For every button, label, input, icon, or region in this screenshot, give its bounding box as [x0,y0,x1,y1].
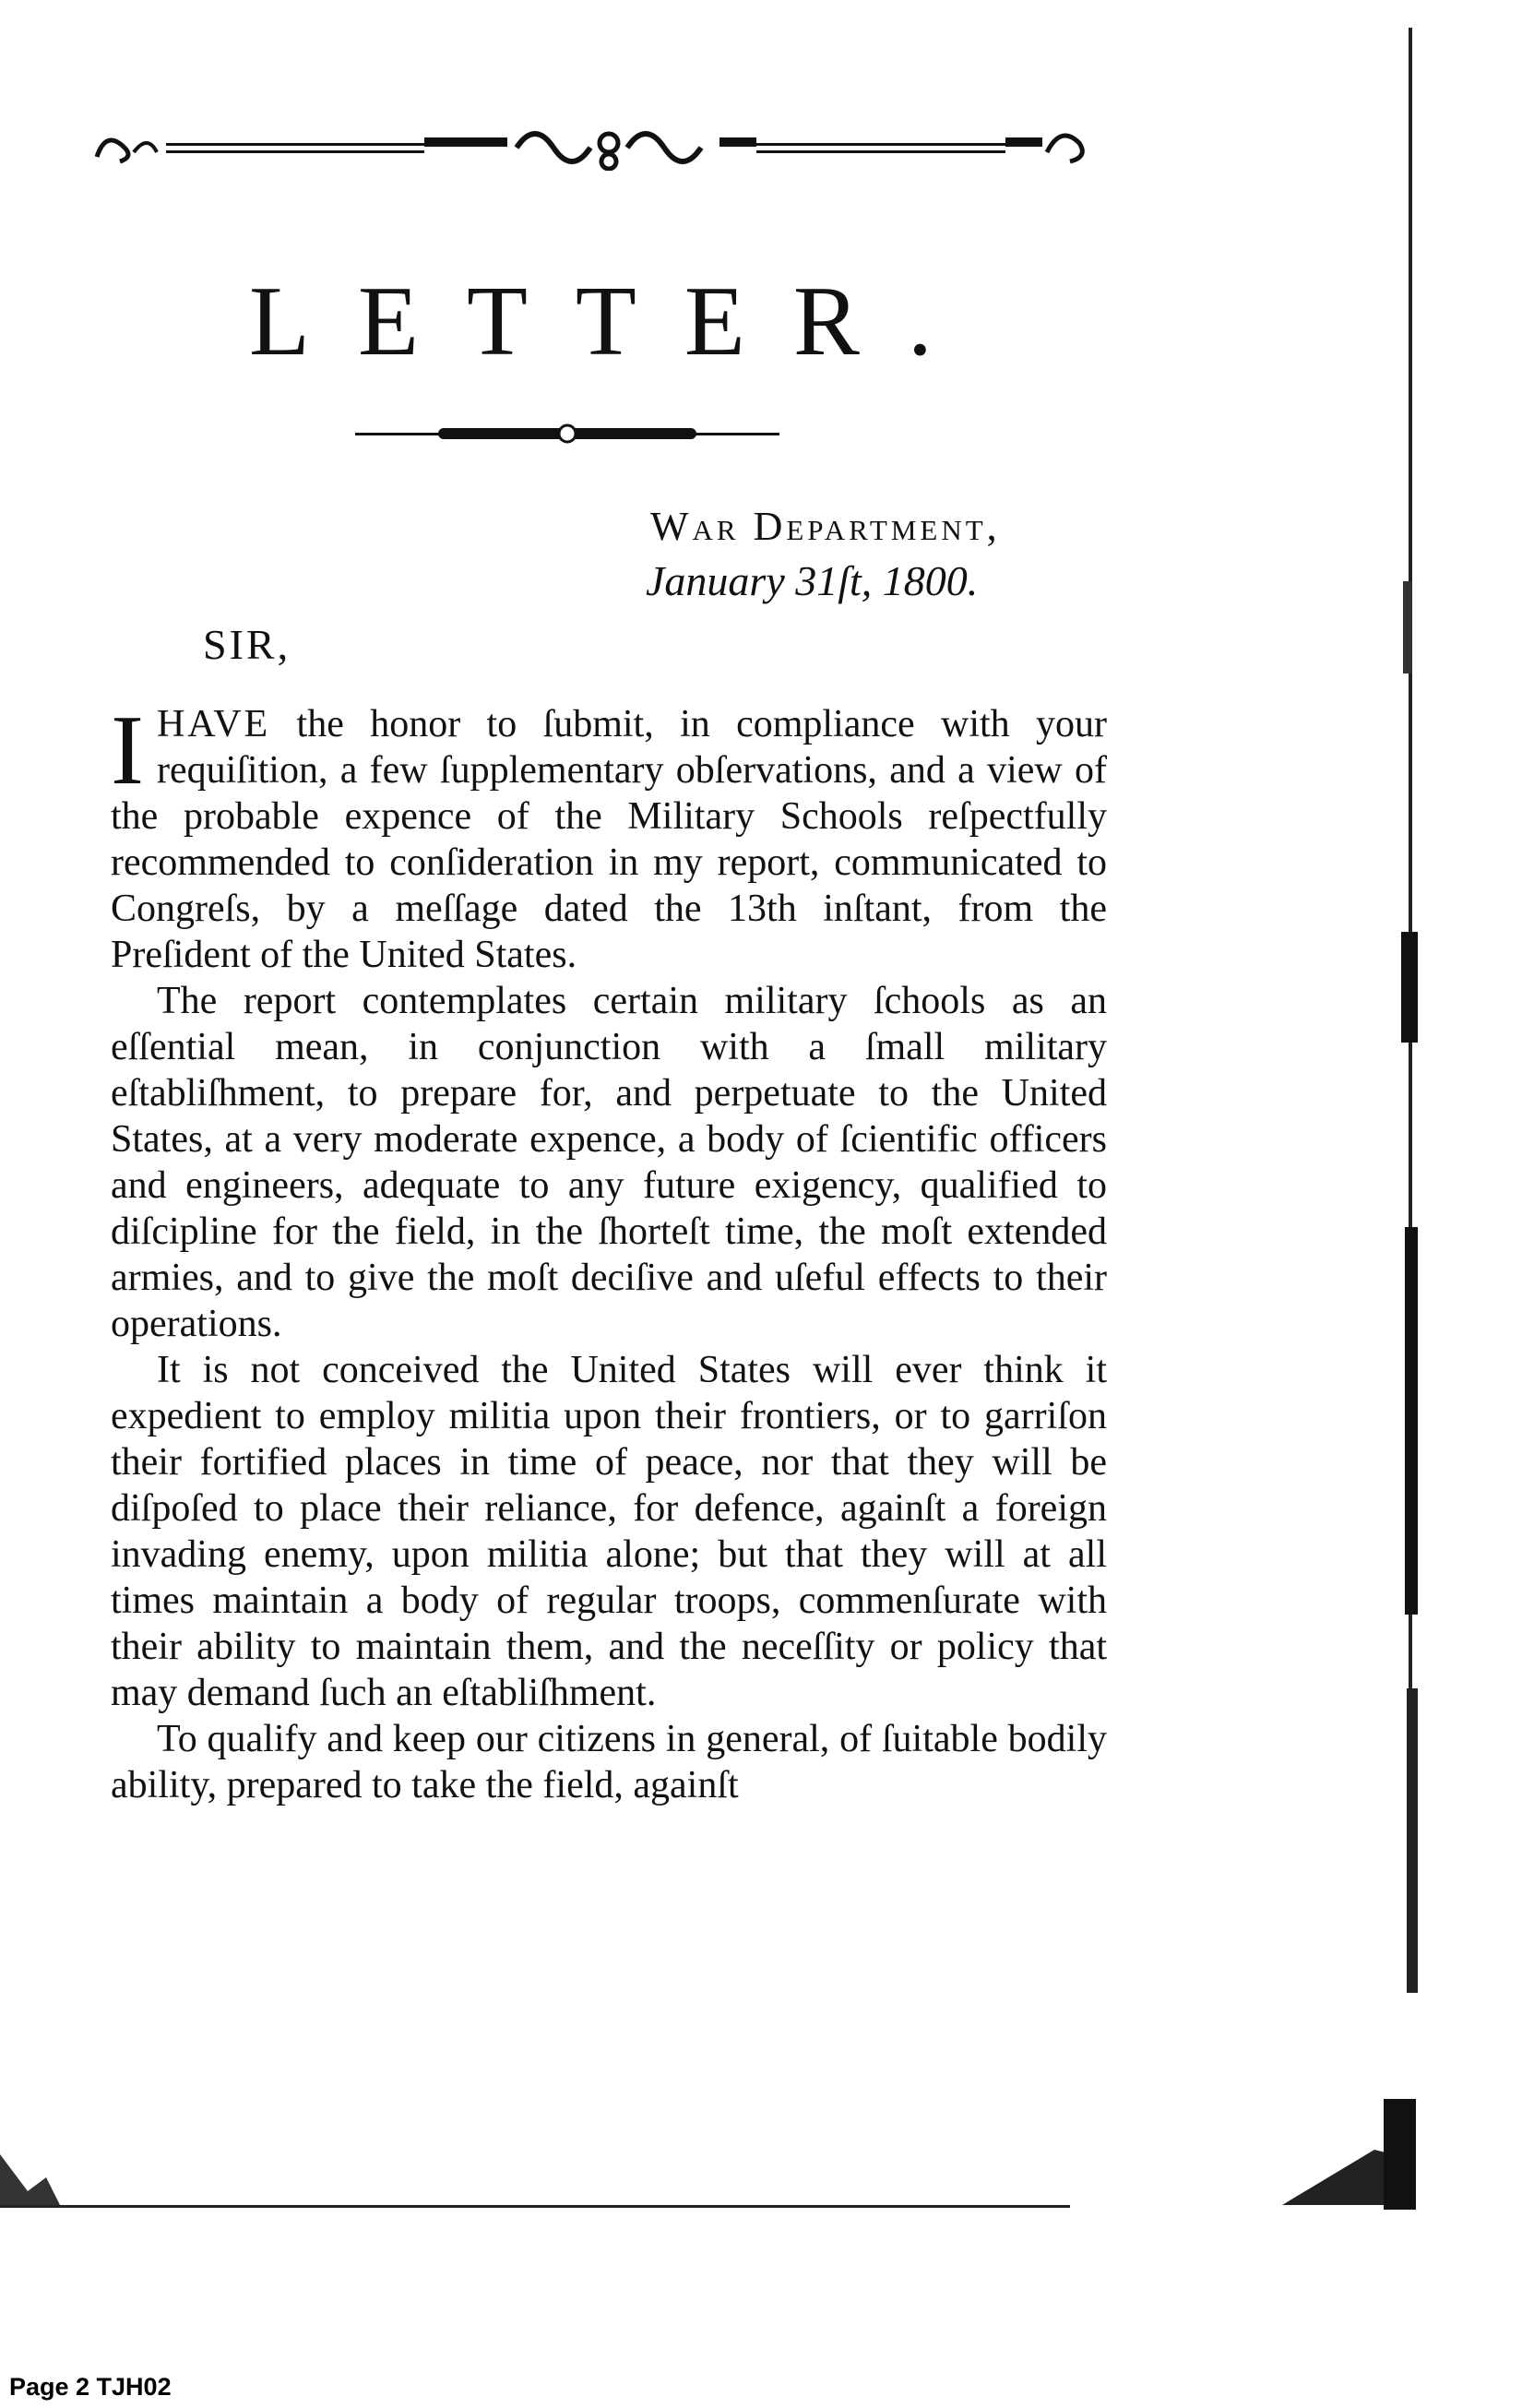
paragraph: To qualify and keep our citizens in general, of ſuitable bodily ability, prepared to take the field, againſt [111,1718,1107,1806]
document-title: LETTER. [249,267,981,376]
paragraph: The report contemplates certain military ſchools as an eſſential mean, in conjunction with a ſmall military eſtabliſhment, to prepare for, and perpetuate to the United States, at a very moderate expence, a body of ſcientific officers and engineers, adequate to any future exigency, qualified to diſcipline for the field, in the ſhorteſt time, the moſt extended armies, and to give the moſt deciſive and uſeful effects to their operations. [111,980,1107,1345]
salutation: SIR, [203,621,291,668]
department-name: War Department, [650,504,1001,549]
letter-date: January 31ſt, 1800. [646,556,979,604]
page-edge-shadow [1388,28,1425,1993]
paragraph [111,696,1107,978]
header-ornament [92,115,1098,171]
letter-body [111,696,1107,1808]
title-divider-rule [355,420,779,447]
drop-cap: I [111,696,144,805]
paragraph: It is not conceived the United States will ever think it expedient to employ militia upon their frontiers, or to garriſon their fortified places in time of peace, nor that they will be diſpoſed to place their reliance, for defence, againſt a foreign invading enemy, upon militia alone; but that they will at all times maintain a body of regular troops, commenſurate with their ability to maintain them, and the neceſſity or policy that may demand ſuch an eſtabliſhment. [111,1349,1107,1714]
paragraph-lead: HAVE [156,703,271,745]
scan-artifacts [0,2044,1522,2237]
paragraph-text: the honor to ſubmit, in compliance with your requiſition, a few ſupplementary obſervations, and a view of the probable expence of the Military Schools reſpectfully recommended to conſideration in my report, communicated to Congreſs, by a meſſage dated the 13th inſtant, from the Preſident of the United States. [111,703,1107,976]
page-footer-label: Page 2 TJH02 [9,2373,172,2401]
dateline [646,503,1162,606]
